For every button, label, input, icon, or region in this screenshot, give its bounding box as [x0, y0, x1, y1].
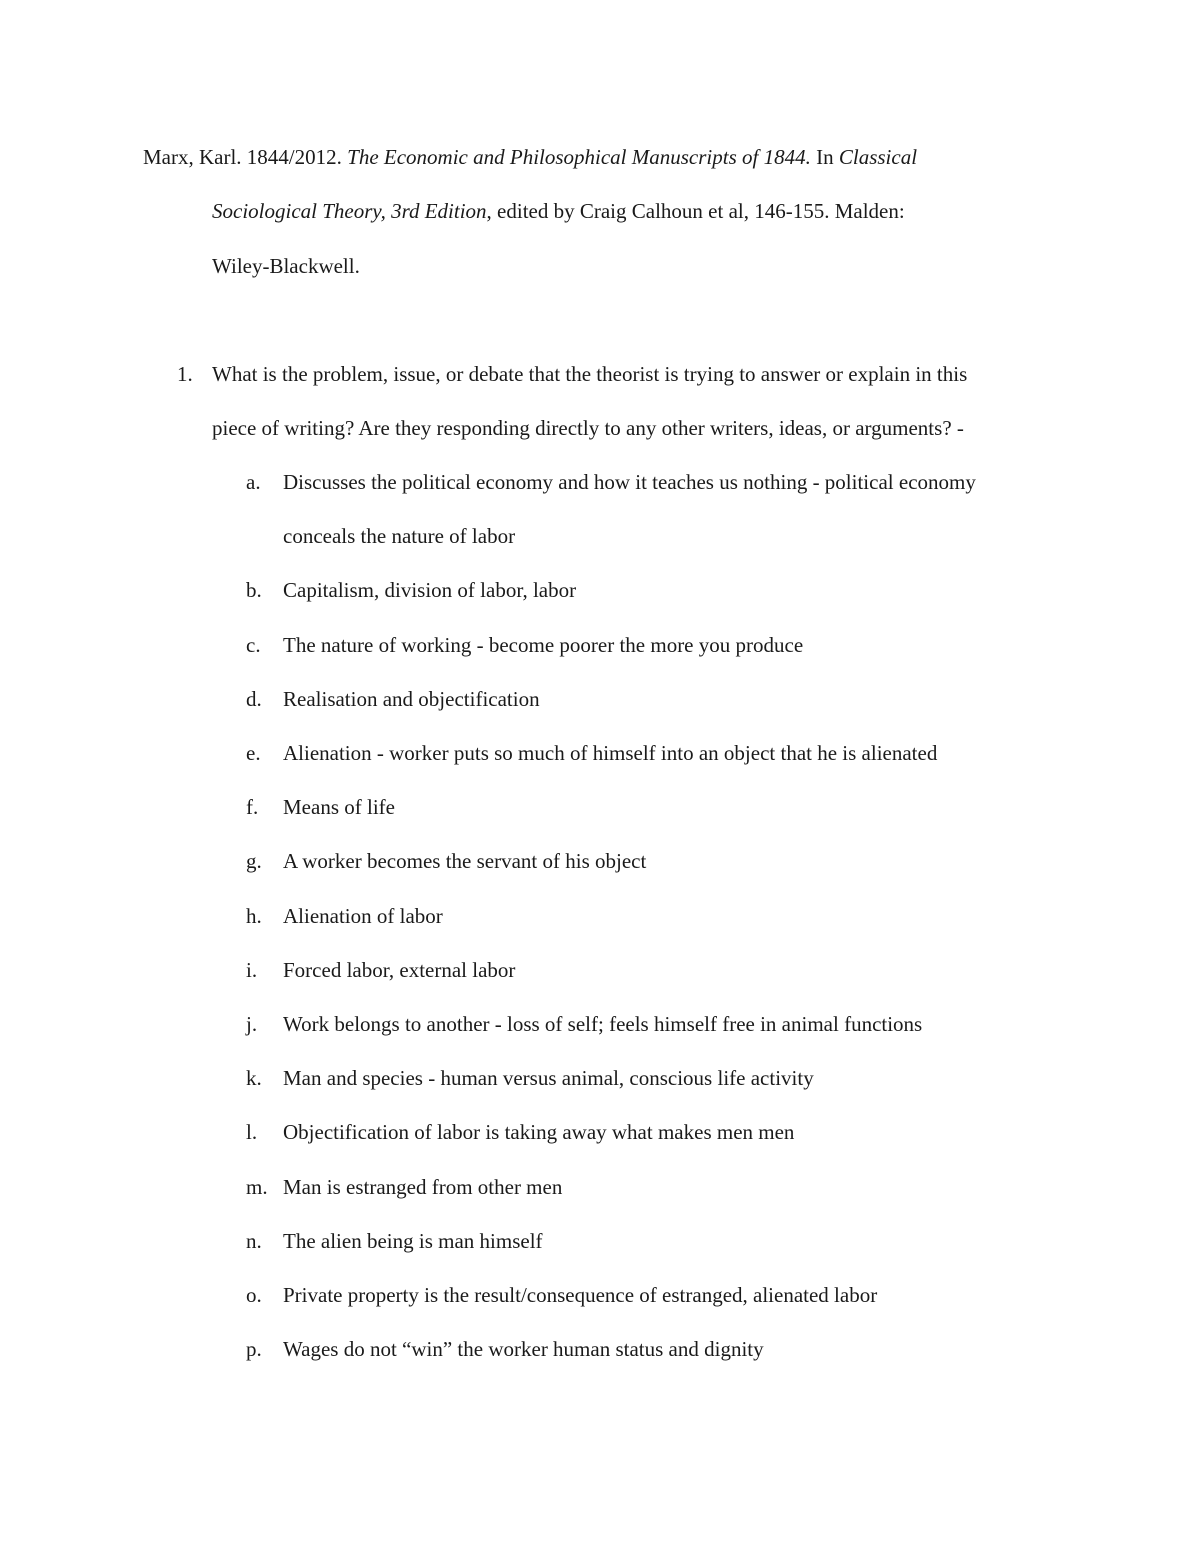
list-item-letter: p. — [246, 1337, 262, 1362]
list-item-letter: m. — [246, 1174, 268, 1199]
list-item-text: The alien being is man himself — [283, 1228, 543, 1253]
list-item-text: The nature of working - become poorer the more you produce — [283, 632, 804, 657]
question-text-line-2: piece of writing? Are they responding directly to any other writers, ideas, or arguments? - — [212, 416, 964, 440]
citation-in: In — [810, 145, 839, 169]
list-item-letter: h. — [246, 903, 262, 928]
list-item-letter: i. — [246, 957, 258, 982]
list-item-text: Man and species - human versus animal, conscious life activity — [283, 1066, 814, 1091]
list-item-text: Objectification of labor is taking away what makes men men — [283, 1120, 795, 1145]
citation-line-1 — [143, 147, 917, 168]
citation-work-title: The Economic and Philosophical Manuscripts of 1844. — [347, 145, 811, 169]
list-item-letter: b. — [246, 578, 262, 603]
list-item-text: Realisation and objectification — [283, 686, 540, 711]
list-item-text: Work belongs to another - loss of self; feels himself free in animal functions — [283, 1012, 923, 1036]
citation-editors: , edited by Craig Calhoun et al, 146-155. Malden: — [486, 199, 905, 223]
list-item-text: Means of life — [283, 795, 395, 820]
list-item-letter: j. — [246, 1012, 258, 1036]
citation-line-2 — [212, 201, 905, 222]
list-item-text: conceals the nature of labor — [283, 524, 516, 549]
list-item-letter: f. — [246, 795, 259, 820]
citation-book-title-b: Sociological Theory, 3rd Edition — [212, 199, 487, 223]
list-item-letter: d. — [246, 686, 262, 711]
list-item-letter: l. — [246, 1120, 258, 1145]
list-item-text: Forced labor, external labor — [283, 957, 516, 982]
question-text-line-1: What is the problem, issue, or debate that the theorist is trying to answer or explain in this — [212, 362, 968, 386]
list-item-letter: k. — [246, 1066, 262, 1091]
citation-book-title-a: Classical — [838, 145, 918, 169]
list-item-text: Discusses the political economy and how it teaches us nothing - political economy — [283, 470, 976, 494]
list-item-text: Wages do not “win” the worker human status and dignity — [283, 1337, 764, 1362]
list-item-letter: e. — [246, 741, 261, 765]
list-item-text: Private property is the result/consequence of estranged, alienated labor — [283, 1283, 878, 1307]
list-item-letter: c. — [246, 632, 261, 657]
citation-line-3: Wiley-Blackwell. — [212, 254, 360, 278]
list-item-text: Alienation of labor — [283, 903, 443, 928]
list-item-letter: g. — [246, 849, 262, 874]
list-item-text: A worker becomes the servant of his object — [283, 849, 647, 874]
list-item-letter: n. — [246, 1228, 262, 1253]
list-item-letter: a. — [246, 470, 261, 494]
list-item-text: Capitalism, division of labor, labor — [283, 578, 577, 603]
list-item-text: Alienation - worker puts so much of himself into an object that he is alienated — [283, 741, 938, 765]
question-number: 1. — [177, 362, 193, 386]
list-item-text: Man is estranged from other men — [283, 1174, 563, 1199]
citation-author: Marx, Karl. 1844/2012. — [143, 145, 348, 169]
list-item-letter: o. — [246, 1283, 262, 1307]
